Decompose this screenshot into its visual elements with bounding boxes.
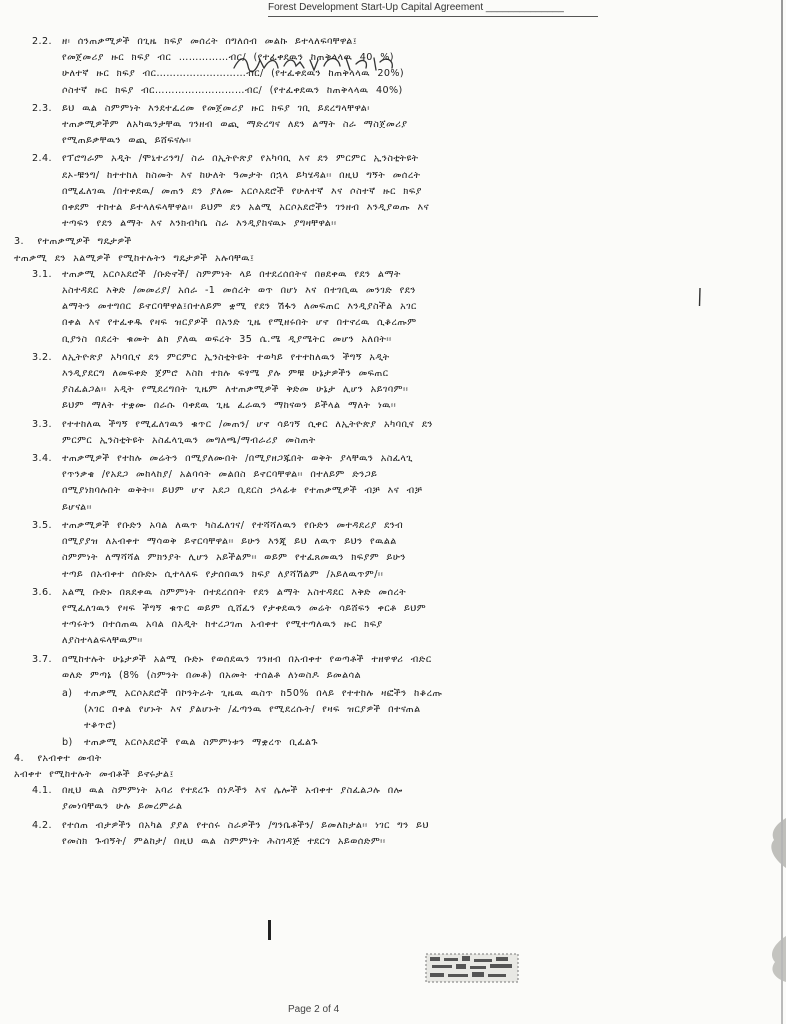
clause-line: ሁለተኛ ዙር ክፍያ ብር………………………ብር/ (የተፈቀደዉን ከጠቅላላዉ 20%) [62, 68, 405, 80]
clause-line: ተጠቃሚ አርሶአደሮች የዉል ስምምነቱን ማቋረጥ ቢፈልጉ [84, 736, 318, 748]
clause-4-2 [14, 818, 644, 850]
document-header [268, 2, 598, 13]
clause-line: ደኦ-ቹንግ/ ከተተከለ ከስመት እና ከሁለት ዓመታት በኋላ ይካሄዳል፡፡ በዚህ ግኝት መሰረት [62, 169, 421, 181]
clause-line: ተጣሩትን በተሰጠዉ አባል በአዲት ከተረጋገጠ አብቀተ የሚተጣለዉን ዙር ክፍያ [62, 619, 383, 631]
clause-2-4 [14, 151, 644, 232]
clause-line: የመጀመሪያ ዙር ክፍያ ብር ……………ብር/ (የተፈቀደዉን ከጠቅላላዉ 40 %) [62, 52, 394, 64]
clause-line: ያስፈልጋል፡፡ አዲት የሚደረግበት ጊዜም ለተጠቃሚዎች ቅድመ ሁኔታ ሊሆን አይገባም፡፡ [62, 384, 409, 396]
stamp-smudge [424, 948, 524, 988]
clause-line: የፕሮግራም አዲት /ሞኒተሪንግ/ ስራ በኢትዮጵያ የአካባቢ እና ደን ምርምር ኢንስቲትዩት [62, 153, 419, 165]
clause-line: በቀደም ተከተል ይተላለፍላቸዋል፡፡ ይህም ደን አልሚ አርሶአደሮችን ገንዘብ እንዲያወጡ እና [62, 202, 430, 214]
clause-2-2 [14, 34, 644, 99]
clause-3-7-a [14, 686, 644, 735]
clause-3-3 [14, 417, 644, 449]
section-4-lead: አብቀተ የሚከተሉት መብቶች ይኖሩታል፤ [14, 768, 174, 780]
page-footer [288, 1004, 339, 1015]
page-number: Page 2 of 4 [288, 1004, 340, 1015]
clause-line: ቢያንስ በደረት ቁመት ልክ ያለዉ ወፍረት 35 ሴ.ሜ ዲያሜትር መሆን አለበት፡፡ [62, 333, 392, 345]
edge-blot [766, 818, 786, 868]
clause-3-7-b [14, 735, 644, 751]
clause-line: ዘ፡ ሰንጠቃሚዎች በጊዜ ክፍያ መሰረት በግለሰብ መልኩ ይተላለፍባቸዋል፤ [62, 36, 358, 47]
clause-number: 2.4. [32, 153, 52, 165]
clause-line: አልሚ ቡድኑ በጸደቀዉ ስምምነት በተደረሰበት የደን ልማት አስተዳደር እቅድ መሰረት [62, 586, 407, 598]
clause-line: ተጠቃሚ አርሶአደሮች /ቡድኖች/ ስምምነት ላይ በተደረሰበትና በፀደቀዉ የደን ልማት [62, 268, 401, 280]
clause-line: በሚያነክባሉበት ወቅት፡፡ ይህም ሆኖ አደጋ ቢደርስ ኃላፊቱ የተጠቃሚዎች ብቻ እና ብቻ [62, 485, 423, 497]
clause-line: ተጠቃሚ አርሶአደሮች በኮንትራት ጊዜዉ ዉስጥ ከ50% በላይ የተተከሉ ዛፎችን ከቆረጡ [84, 687, 443, 699]
clause-number: 3.7. [32, 653, 52, 665]
clause-number: 3.4. [32, 453, 52, 465]
clause-4-1 [14, 783, 644, 815]
clause-number: 3.5. [32, 519, 52, 531]
clause-line: ተጣፍን የደን ልማት እና እንክብካቤ ስራ እንዲያከናዉኑ ያግዛቸዋል፡፡ [62, 218, 337, 230]
section-4-heading [14, 751, 644, 767]
clause-3-4 [14, 451, 644, 516]
clause-line: በቀል እና የተፈቀዱ የዛፍ ዝርያዎች በአንድ ጊዜ የሚዘሩበት ሆኖ በተኖረዉ ሲቆረጡም [62, 317, 417, 329]
clause-line: የጥንቃቄ /የአደጋ መከላከያ/ አልባሳት መልበስ ይኖርባቸዋል፡፡ በተለይም ድንጋይ [62, 469, 378, 481]
edge-blot [766, 936, 786, 982]
clause-3-1 [14, 267, 644, 348]
clause-line: የመስክ ጉብኝት/ ምልከታ/ በዚህ ዉል ስምምነት ሕስገዳጅ ተደርጎ አይወሰድም፡፡ [62, 835, 386, 847]
clause-3-5 [14, 518, 644, 583]
clause-line: ተጠቃሚዎች የቡድን አባል ለዉጥ ካስፈለገና/ የተሻሻለዉን የቡድን መተዳደሪያ ደንብ [62, 519, 404, 531]
clause-number: 4.2. [32, 819, 52, 831]
header-underline: ______________ [485, 2, 564, 13]
header-rule [268, 16, 598, 17]
clause-number: 3.6. [32, 586, 52, 598]
section-number: 3. [14, 236, 24, 248]
clause-2-3 [14, 101, 644, 150]
clause-line: የተሰጠ ብታዎችን በአካል ያያል የተሰሩ ስራዎችን /ግንቤቶችን/ ይመለከታል፡፡ ነገር ግን ይህ [62, 819, 429, 831]
clause-line: ይሆናል፡፡ [62, 501, 92, 513]
header-title: Forest Development Start-Up Capital Agreement [268, 2, 484, 13]
section-title: የአብቀተ መብት [37, 752, 102, 764]
clause-line: ምርምር ኢንስቲትዩት አስፈላጊዉን መግለጫ/ማብራሪያ መስጠት [62, 434, 316, 446]
clause-line: ይህም ማለት ተቋሙ በራሱ ባቀደዉ ጊዜ ፈራዉን ማከናወን ይችላል ማለት ነዉ፡፡ [62, 400, 397, 412]
section-title: የተጠቃሚዎች ግዴታዎች [37, 236, 132, 248]
margin-pen-mark [698, 288, 702, 306]
clause-line: በዚህ ዉል ስምምነት አባሪ የተደረጉ ሰነዶችን እና ሌሎች አብቀተ ያስፈልጋሉ በሎ [62, 785, 403, 797]
clause-3-2 [14, 350, 644, 415]
clause-number: 2.3. [32, 102, 52, 114]
section-3-heading [14, 234, 644, 250]
clause-line: እንዲያደርግ ለመፍቀድ ጀምሮ እስከ ተክሉ ፍፃሜ ያሉ ምቹ ሁኔታዎችን መፍጠር [62, 368, 389, 380]
clause-line: ልማትን መተግበር ይኖርባቸዋል፤በተለይም ቋሚ የደን ሽፋን ለመፍጠር እንዲያስችል አገር [62, 301, 417, 313]
clause-3-7 [14, 652, 644, 684]
clause-line: ስምምነት ለማሻሻል ምክንያት ሊሆን አይችልም፡፡ ወይም የተፈጸመዉን ክፍያም ይሁን [62, 552, 406, 564]
clause-line: በሚፈለገዉ /በተቀደዉ/ መጠን ደን ያለሙ አርሶአደሮች የሁለተኛ እና ሶስተኛ ዙር ክፍያ [62, 185, 422, 197]
clause-line: ለኢትዮጵያ አካባቢና ደን ምርምር ኢንስቲትዩት ተወካይ የተተከለዉን ችግኝ አዲት [62, 351, 390, 363]
pen-tick-mark [268, 920, 271, 940]
clause-line: ሶስተኛ ዙር ክፍያ ብር………………………ብር/ (የተፈቀደዉን ከጠቅላላዉ 40%) [62, 84, 403, 96]
clause-number: 2.2. [32, 36, 52, 47]
sub-clause-letter: a) [62, 687, 73, 699]
clause-line: ተጠቃሚዎችም ለአካዉንታቸዉ ገንዘብ ወጪ ማድረግና ለደን ልማት ስራ ማስጀመሪያ [62, 119, 408, 131]
clause-line: ይህ ዉል ስምምነት እንደተፈረመ የመጀመሪያ ዙር ክፍያ ገቢ ይደረግላቸዋል፡ [62, 102, 370, 114]
clause-line: አስተዳደር እቅድ /መመሪያ/ አሰራ -1 መሰረት ወጥ በሆነ እና በተገቢዉ መንገድ የደን [62, 285, 416, 297]
clause-number: 3.3. [32, 418, 52, 430]
clause-line: ተጠቃሚዎች የተከሉ መሬትን በሚያለሙበት /በሚያዘጋጁበት ወቅት ያላቸዉን አስፈላጊ [62, 453, 413, 465]
clause-line: የሚፈለገዉን የዛፍ ችግኝ ቁጥር ወይም ሲሸፈን የታቀደዉን መሬት ሳይሸፍን ቀርቶ ይህም [62, 602, 427, 614]
agreement-body [14, 34, 644, 852]
clause-line: ያመነባቸዉን ሁሉ ይመረምራል [62, 801, 183, 813]
clause-number: 4.1. [32, 785, 52, 797]
clause-line: ወለድ ምጣኔ (8% (ስምንት በመቶ) በአመት ተሰልቶ ለነወስዶ ይመልሳል [62, 669, 362, 681]
page-edge-shadow [781, 0, 783, 1024]
section-3-lead: ተጠቃሚ ደን አልሚዎች የሚከተሉትን ግዴታዎች አሉባቸዉ፤ [14, 252, 255, 264]
clause-line: የሚጠይቃቸዉን ወጪ ይሸፍናሉ፡፡ [62, 135, 192, 147]
clause-number: 3.1. [32, 268, 52, 280]
clause-3-6 [14, 585, 644, 650]
clause-line: በሚያያዝ ለአብቀተ ማሳወቅ ይኖርባቸዋል፡፡ ይሁን እንጂ ይህ ለዉጥ ይህን የዉልል [62, 536, 397, 548]
clause-line: በሚከተሉት ሁኔታዎች አልሚ ቡድኑ የወሰደዉን ገንዘብ በአብቀተ የወጣቶች ተዘዋዋሪ ብድር [62, 653, 432, 665]
clause-line: ለያስተላልፍላቸዉም፡፡ [62, 635, 143, 647]
section-number: 4. [14, 752, 24, 764]
clause-line: (እገር በቀል የሆኑት እና ያልሆኑት /ፈጣንዉ የሚደረሱት/ የዛፍ ዝርያዎች በተናጠል [84, 704, 421, 716]
sub-clause-letter: b) [62, 736, 73, 748]
clause-line: ተጣይ በአብቀተ ሰቡድኑ ሲተላለፍ የታሰበዉን ክፍያ ለያሻሽልም /አይለዉጥም/፡፡ [62, 568, 384, 580]
clause-line: ተቆጥሮ) [84, 720, 117, 732]
clause-line: የተተከለዉ ችግኝ የሚፈለገዉን ቁጥር /መጠን/ ሆኖ ሳይገኝ ሲቀር ለኢትዮጵያ አካባቢና ደን [62, 418, 433, 430]
clause-number: 3.2. [32, 351, 52, 363]
